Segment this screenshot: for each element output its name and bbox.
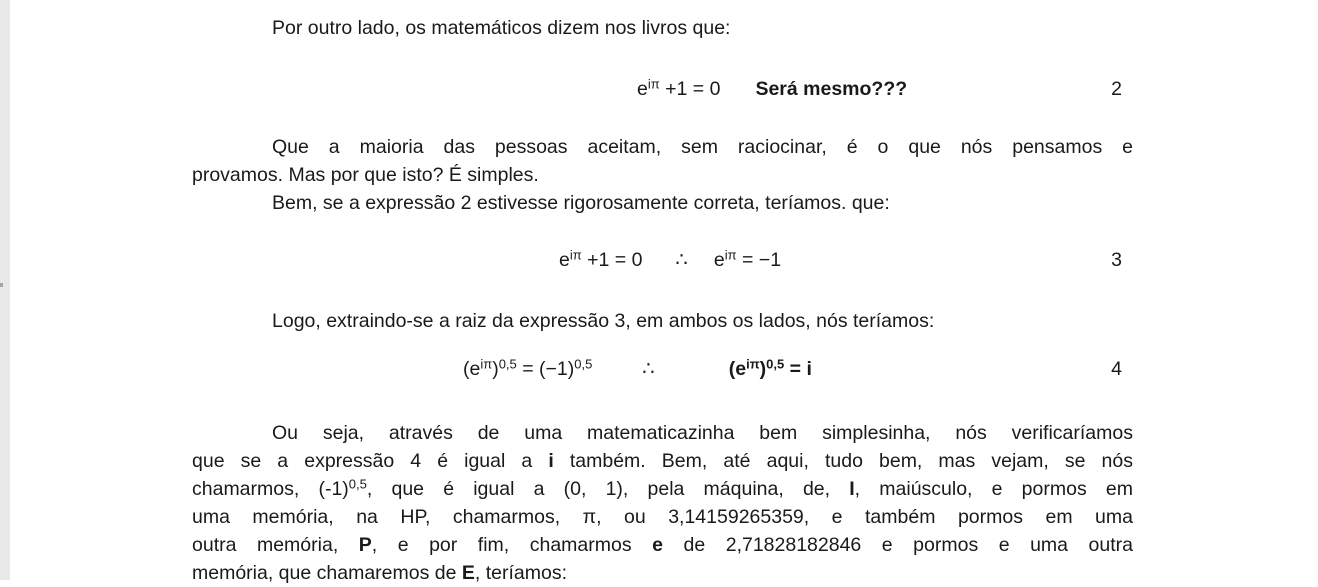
text-run: (e	[463, 358, 481, 380]
text-run: iπ	[647, 76, 660, 92]
text-run: , teríamos:	[474, 562, 568, 584]
text-run: iπ	[569, 247, 582, 263]
equation-segment	[729, 356, 812, 382]
text-run: i	[548, 450, 554, 472]
text-run: = −1	[736, 249, 782, 271]
text-run: (e	[728, 358, 747, 380]
text-run: iπ	[746, 356, 760, 372]
equation-number: 4	[1111, 358, 1122, 380]
equation-number: 3	[1111, 249, 1122, 271]
equation-segment	[463, 356, 592, 382]
text-run: +1 = 0	[659, 78, 721, 100]
text-line	[192, 559, 1133, 587]
equation-segment	[755, 76, 907, 102]
text-run: e	[713, 249, 725, 271]
text-run: +1 = 0	[581, 249, 643, 271]
text-run: ∴	[675, 249, 688, 271]
text-line	[192, 133, 1133, 161]
text-run: e	[652, 534, 663, 556]
text-run: chamarmos, (-1)	[192, 478, 349, 500]
equation-row	[192, 356, 1133, 382]
text-run: , e por fim, chamarmos	[371, 534, 653, 556]
text-run: 0,5	[574, 356, 593, 372]
text-run: uma memória, na HP, chamarmos, π, ou 3,14159265359, e também pormos em uma	[192, 506, 1133, 528]
text-run: Logo, extraindo-se a raiz da expressão 3, em ambos os lados, nós teríamos:	[272, 310, 935, 332]
text-run: E	[461, 562, 475, 584]
text-line	[192, 161, 1133, 189]
text-run: iπ	[724, 247, 737, 263]
equation-row	[192, 76, 1133, 102]
text-run: de 2,71828182846 e pormos e uma outra	[662, 534, 1133, 556]
text-run: = i	[784, 358, 812, 380]
text-run: , maiúsculo, e pormos em	[854, 478, 1133, 500]
text-run: e	[559, 249, 570, 271]
text-run: iπ	[480, 356, 493, 372]
text-run: Ou seja, através de uma matematicazinha bem simplesinha, nós verificaríamos	[272, 422, 1133, 444]
text-line	[192, 307, 1133, 335]
text-run: Que a maioria das pessoas aceitam, sem raciocinar, é o que nós pensamos e	[272, 136, 1133, 158]
paragraph	[192, 133, 1133, 189]
equation-segment	[675, 247, 687, 273]
text-run: memória, que chamaremos de	[192, 562, 462, 584]
text-run: 0,5	[498, 356, 517, 372]
equation-segment	[714, 247, 781, 273]
paragraph	[192, 419, 1133, 587]
paragraph	[192, 189, 1133, 217]
text-run: )	[759, 358, 767, 380]
text-run: Será mesmo???	[755, 78, 908, 100]
paragraph	[192, 14, 1133, 42]
text-run: Por outro lado, os matemáticos dizem nos livros que:	[272, 17, 731, 39]
text-line	[192, 531, 1133, 559]
equation-segment	[637, 76, 720, 102]
text-run: , que é igual a (0, 1), pela máquina, de,	[366, 478, 850, 500]
text-line	[192, 14, 1133, 42]
equation-row	[192, 247, 1133, 273]
text-line	[192, 503, 1133, 531]
text-line	[192, 447, 1133, 475]
equation-number: 2	[1111, 78, 1122, 100]
text-run: = (−1)	[516, 358, 575, 380]
text-run: )	[492, 358, 499, 380]
text-run: que se a expressão 4 é igual a	[192, 450, 549, 472]
text-run: 0,5	[348, 476, 367, 492]
text-run: ∴	[642, 358, 655, 380]
text-run: Bem, se a expressão 2 estivesse rigorosamente correta, teríamos. que:	[272, 192, 890, 214]
text-run: também. Bem, até aqui, tudo bem, mas vejam, se nós	[553, 450, 1133, 472]
text-run: outra memória,	[192, 534, 359, 556]
equation-segment	[559, 247, 642, 273]
paragraph	[192, 307, 1133, 335]
text-run: P	[358, 534, 372, 556]
text-line	[192, 475, 1133, 503]
text-run: 0,5	[766, 356, 785, 372]
text-run: provamos. Mas por que isto? É simples.	[192, 164, 539, 186]
text-line	[192, 189, 1133, 217]
text-run: I	[849, 478, 855, 500]
equation-segment	[642, 356, 654, 382]
text-line	[192, 419, 1133, 447]
text-run: e	[637, 78, 648, 100]
